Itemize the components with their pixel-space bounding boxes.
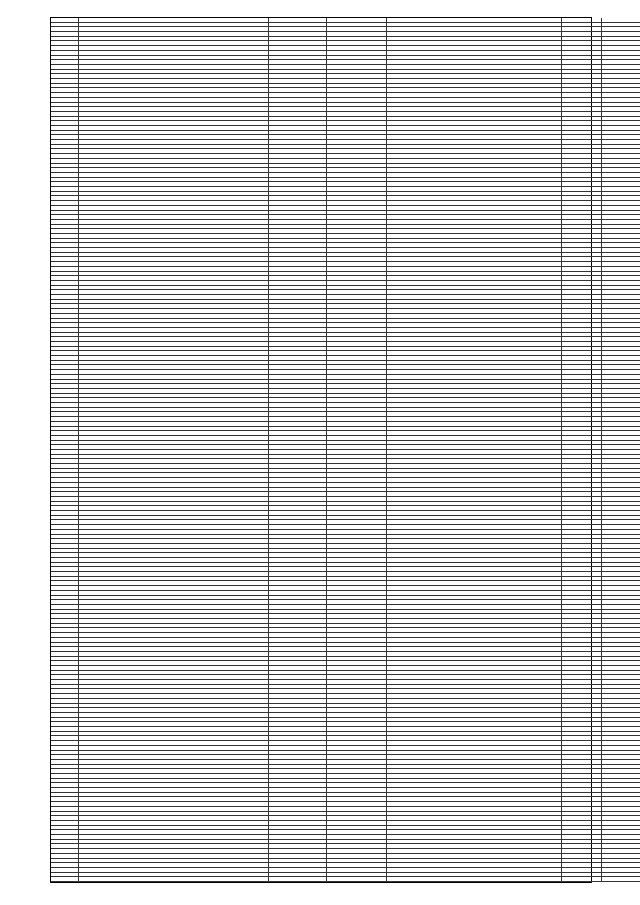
table-cell-row-number [51,877,79,882]
table-cell-cell-field [269,877,327,882]
program-table [50,17,592,883]
table-cell-build-year [327,877,387,882]
table-cell-amount [602,877,640,882]
table-cell-plan-year [562,877,602,882]
table-cell-address [79,877,269,882]
table-cell-work-type [387,877,562,882]
